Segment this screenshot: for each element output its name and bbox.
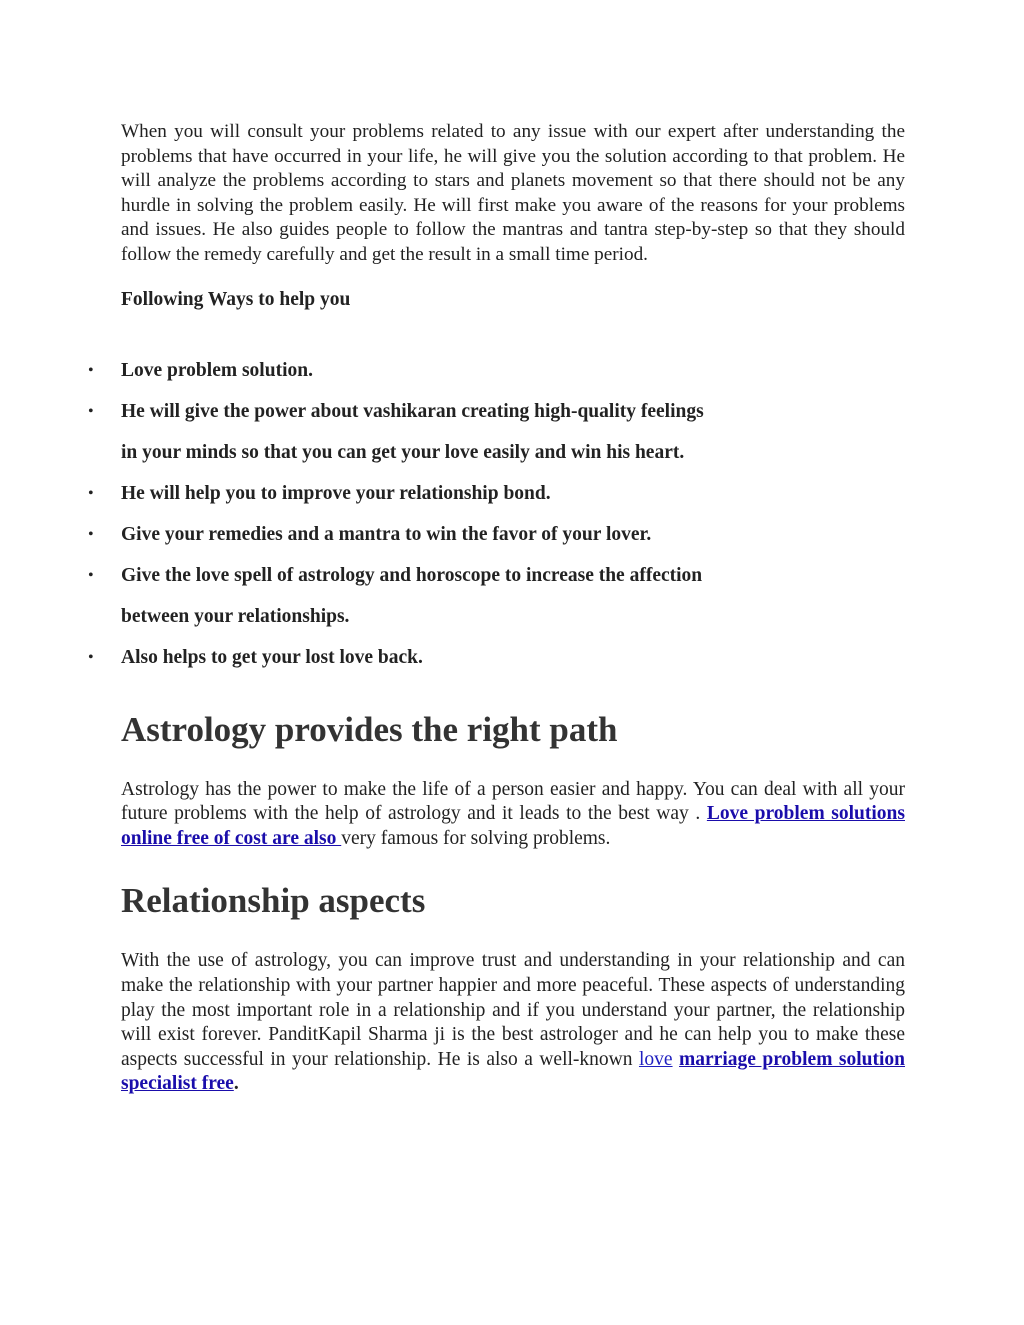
following-ways-title: Following Ways to help you [121, 288, 351, 310]
list-item [88, 514, 905, 555]
list-item [88, 350, 905, 391]
ways-list [88, 350, 905, 678]
astrology-paragraph [121, 778, 905, 852]
astrology-heading: Astrology provides the right path [121, 709, 618, 749]
list-item-text: Give your remedies and a mantra to win the favor of your lover. [121, 523, 652, 545]
love-link[interactable]: love [638, 1048, 673, 1070]
bullet-icon: • [88, 484, 94, 502]
list-item [88, 473, 905, 514]
list-item [88, 391, 905, 473]
list-item [88, 637, 905, 678]
list-item-text: He will help you to improve your relationship bond. [121, 482, 551, 504]
bullet-icon: • [88, 525, 94, 543]
list-item-text: He will give the power about vashikaran creating high-quality feelings [121, 400, 704, 422]
relationship-paragraph [121, 949, 905, 1097]
list-item [88, 555, 905, 637]
love-problem-solutions-link[interactable]: Love problem solutions online free of cost are also [121, 803, 905, 849]
list-item-text-continued: in your minds so that you can get your love easily and win his heart. [121, 441, 685, 463]
bullet-icon: • [88, 566, 94, 584]
list-item-text: Give the love spell of astrology and horoscope to increase the affection [121, 564, 703, 586]
relationship-heading: Relationship aspects [121, 881, 426, 921]
document-page [88, 120, 906, 1097]
marriage-problem-solution-link[interactable]: marriage problem solution specialist free [121, 1048, 906, 1095]
list-item-text-continued: between your relationships. [121, 605, 350, 627]
relationship-text-before: With the use of astrology, you can improve trust and understanding in your relationship and can make the relationship with your partner happier and more peaceful. These aspects of understanding play the most important role in a relationship and if you understand your partner, the relationship will exist forever. PanditKapil Sharma ji is the best astrologer and he can help you to make these aspects successful in your relationship. He is also a well-known [121, 950, 905, 1070]
astrology-text-after: very famous for solving problems. [341, 827, 611, 849]
bullet-icon: • [88, 648, 94, 666]
intro-paragraph: When you will consult your problems related to any issue with our expert after understanding the problems that have occurred in your life, he will give you the solution according to that problem. He will analyze the problems according to stars and planets movement so that there should not be any hurdle in solving the problem easily. He will first make you aware of the reasons for your problems and issues. He also guides people to follow the mantras and tantra step-by-step so that they should follow the remedy carefully and get the result in a small time period. [121, 121, 905, 265]
list-item-text: Also helps to get your lost love back. [121, 646, 423, 668]
list-item-text: Love problem solution. [121, 359, 313, 381]
bullet-icon: • [88, 361, 94, 379]
bullet-icon: • [88, 402, 94, 420]
astrology-text-before: Astrology has the power to make the life of a person easier and happy. You can deal with all your future problems with the help of astrology and it leads to the best way . [121, 778, 905, 825]
relationship-text-after: . [233, 1073, 239, 1095]
